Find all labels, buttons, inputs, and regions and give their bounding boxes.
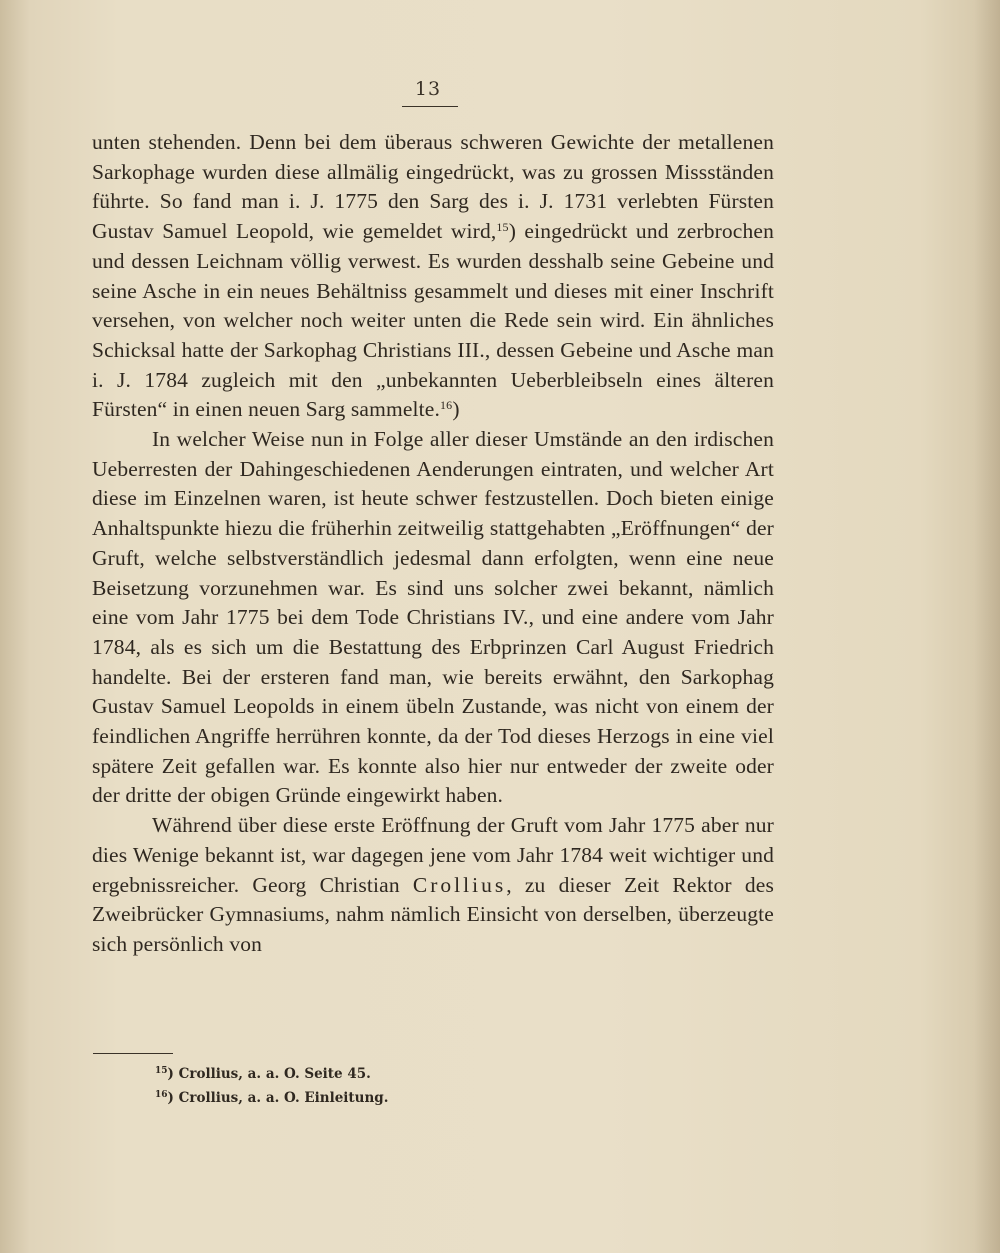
paragraph-1-text-a: unten stehenden. Denn bei dem überaus schweren Gewichte der metallenen Sarkophage wurden diese allmälig eingedrückt, was zu grossen Missständen führte. So fand man i. J. 1775 den Sarg des i. J. 1731 verlebten Fürsten Gustav Samuel Leopold, wie gemeldet wird, — [92, 130, 774, 244]
page-number-rule — [402, 106, 458, 107]
footnotes — [155, 1062, 755, 1110]
footnote-16-mark: 16 — [155, 1090, 168, 1100]
paragraph-3-text-b: , zu dieser Zeit Rektor des Zweibrücker Gymnasiums, nahm nämlich Einsicht von derselben, überzeugte sich persönlich von — [92, 872, 774, 956]
footnote-15-mark: 15 — [155, 1066, 168, 1076]
page-number: 13 — [414, 78, 442, 100]
footnote-ref-16: 16 — [440, 398, 453, 413]
paragraph-3-text-a: Während über diese erste Eröffnung der Gruft vom Jahr 1775 aber nur dies Wenige bekannt ist, war dagegen jene vom Jahr 1784 weit wichtiger und ergebnissreicher. Georg Christian — [92, 813, 774, 897]
footnote-15-text: ) Crollius, a. a. O. Seite 45. — [167, 1066, 371, 1082]
body-text — [92, 128, 774, 960]
footnote-ref-15: 15 — [496, 220, 509, 235]
paragraph-3 — [92, 811, 774, 960]
paragraph-1 — [92, 128, 774, 425]
footnote-rule — [93, 1053, 173, 1054]
footnote-16-text: ) Crollius, a. a. O. Einleitung. — [167, 1090, 389, 1106]
spaced-name-crollius: Crollius — [412, 872, 507, 897]
footnote-15 — [155, 1062, 755, 1086]
paragraph-1-text-c: ) — [452, 397, 460, 422]
paragraph-2: In welcher Weise nun in Folge aller dieser Umstände an den irdischen Ueberresten der Dahingeschiedenen Aenderungen eintraten, und welcher Art diese im Einzelnen waren, ist heute schwer festzustellen. Doch bieten einige Anhaltspunkte hiezu die früherhin zeitweilig stattgehabten „Eröffnungen“ der Gruft, welche selbstverständlich jedesmal dann erfolgten, wenn eine neue Beisetzung vorzunehmen war. Es sind uns solcher zwei bekannt, nämlich eine vom Jahr 1775 bei dem Tode Christians IV., und eine andere vom Jahr 1784, als es sich um die Bestattung des Erbprinzen Carl August Friedrich handelte. Bei der ersteren fand man, wie bereits erwähnt, den Sarkophag Gustav Samuel Leopolds in einem übeln Zustande, was nicht von einem der feindlichen Angriffe herrühren konnte, da der Tod dieses Herzogs in eine viel spätere Zeit gefallen war. Es konnte also hier nur entweder der zweite oder der dritte der obigen Gründe eingewirkt haben. — [92, 427, 774, 808]
paragraph-1-text-b: ) eingedrückt und zerbrochen und dessen Leichnam völlig verwest. Es wurden desshalb seine Gebeine und seine Asche in ein neues Behältniss gesammelt und dieses mit einer Inschrift versehen, von welcher noch weiter unten die Rede sein wird. Ein ähnliches Schicksal hatte der Sarkophag Christians III., dessen Gebeine und Asche man i. J. 1784 zugleich mit den „unbekannten Ueberbleibseln eines älteren Fürsten“ in einen neuen Sarg sammelte. — [92, 219, 774, 422]
footnote-16 — [155, 1086, 755, 1110]
